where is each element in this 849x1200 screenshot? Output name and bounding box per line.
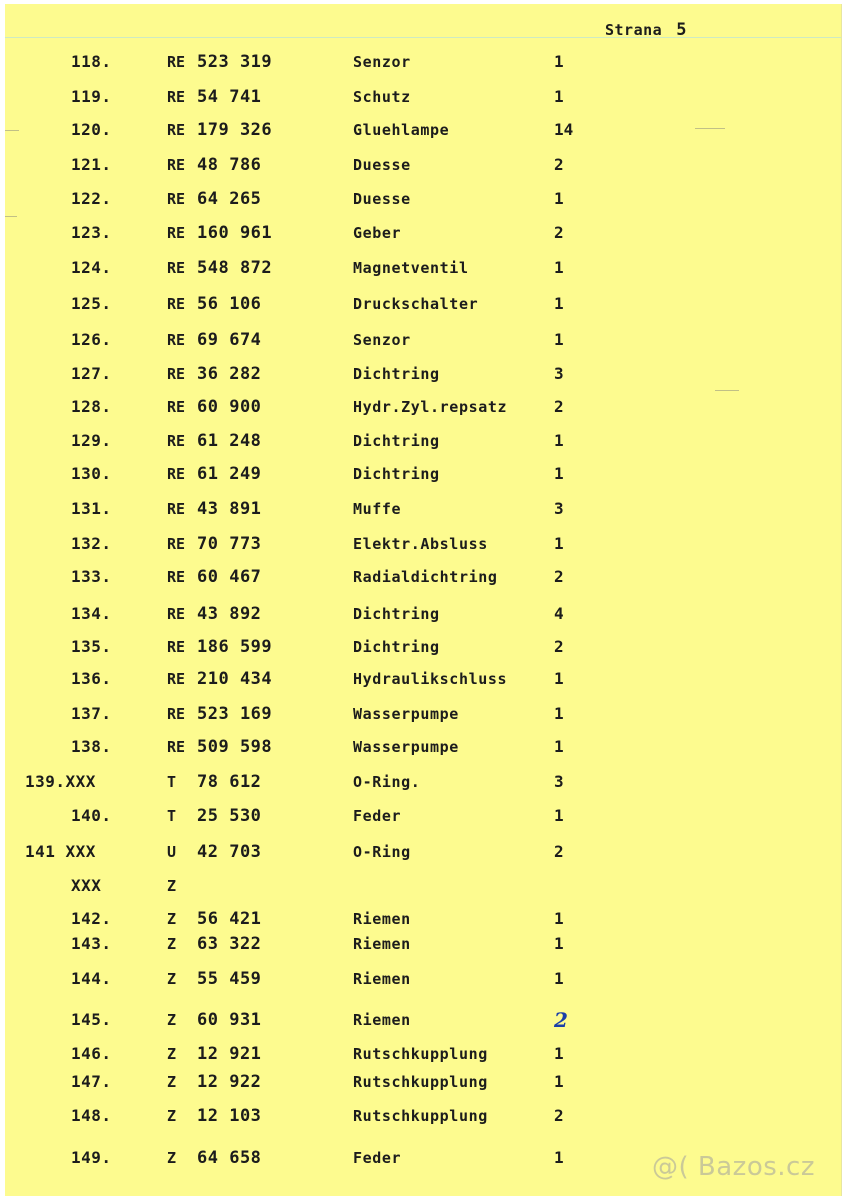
part-description: Rutschkupplung — [353, 1073, 488, 1091]
position-number: 120. — [71, 120, 112, 139]
part-number: 69 674 — [197, 330, 262, 350]
part-number: 56 106 — [197, 294, 262, 314]
table-row — [5, 257, 605, 279]
part-description: Hydraulikschluss — [353, 670, 508, 688]
part-quantity: 14 — [554, 120, 574, 139]
part-description: Wasserpumpe — [353, 705, 459, 723]
part-description: Riemen — [353, 1011, 411, 1029]
part-quantity: 2 — [554, 223, 564, 242]
part-number: 548 872 — [197, 258, 273, 278]
position-number: 135. — [71, 637, 112, 656]
position-number: 142. — [71, 909, 112, 928]
part-description: Duesse — [353, 156, 411, 174]
position-number: 126. — [71, 330, 112, 349]
part-prefix: RE — [167, 88, 186, 106]
part-description: Dichtring — [353, 605, 440, 623]
part-description: Riemen — [353, 935, 411, 953]
part-description: Magnetventil — [353, 259, 469, 277]
scan-speck — [5, 216, 17, 217]
part-quantity: 1 — [554, 806, 564, 825]
part-number: 210 434 — [197, 669, 273, 689]
part-prefix: RE — [167, 568, 186, 586]
part-quantity: 1 — [554, 258, 564, 277]
part-description: Schutz — [353, 88, 411, 106]
part-description: Dichtring — [353, 638, 440, 656]
position-number: 148. — [71, 1106, 112, 1125]
part-number: 12 921 — [197, 1044, 262, 1064]
part-prefix: Z — [167, 1149, 177, 1167]
part-prefix: RE — [167, 224, 186, 242]
table-row — [5, 603, 605, 625]
table-row — [5, 498, 605, 520]
table-row — [5, 771, 605, 793]
part-description: Hydr.Zyl.repsatz — [353, 398, 508, 416]
part-description: Rutschkupplung — [353, 1045, 488, 1063]
table-row — [5, 86, 605, 108]
part-prefix: RE — [167, 738, 186, 756]
position-number: 118. — [71, 52, 112, 71]
position-number: 136. — [71, 669, 112, 688]
table-row — [5, 636, 605, 658]
part-prefix: RE — [167, 500, 186, 518]
part-description: Riemen — [353, 970, 411, 988]
part-description: Dichtring — [353, 432, 440, 450]
part-description: Rutschkupplung — [353, 1107, 488, 1125]
part-number: 64 265 — [197, 189, 262, 209]
part-number: 64 658 — [197, 1148, 262, 1168]
part-quantity: 2 — [554, 842, 564, 861]
table-row — [5, 805, 605, 827]
table-row — [5, 736, 605, 758]
table-row — [5, 154, 605, 176]
table-row — [5, 1147, 605, 1169]
part-number: 70 773 — [197, 534, 262, 554]
part-prefix: Z — [167, 935, 177, 953]
part-quantity: 1 — [554, 52, 564, 71]
position-number: XXX — [71, 876, 102, 895]
position-number: 132. — [71, 534, 112, 553]
part-description: Radialdichtring — [353, 568, 498, 586]
part-number: 55 459 — [197, 969, 262, 989]
part-description: Muffe — [353, 500, 402, 518]
position-number: 133. — [71, 567, 112, 586]
part-quantity: 1 — [554, 1148, 564, 1167]
part-quantity: 1 — [554, 737, 564, 756]
table-row — [5, 463, 605, 485]
part-number: 60 931 — [197, 1010, 262, 1030]
part-quantity: 1 — [554, 934, 564, 953]
part-quantity: 4 — [554, 604, 564, 623]
table-row — [5, 566, 605, 588]
part-number: 179 326 — [197, 120, 273, 140]
part-number: 42 703 — [197, 842, 262, 862]
position-number: 134. — [71, 604, 112, 623]
position-number: 140. — [71, 806, 112, 825]
part-number: 78 612 — [197, 772, 262, 792]
part-quantity: 1 — [554, 464, 564, 483]
part-number: 186 599 — [197, 637, 273, 657]
part-quantity: 1 — [554, 431, 564, 450]
part-prefix: Z — [167, 970, 177, 988]
part-prefix: RE — [167, 638, 186, 656]
position-number: 139.XXX — [25, 772, 96, 791]
part-prefix: Z — [167, 1107, 177, 1125]
part-description: O-Ring — [353, 843, 411, 861]
position-number: 149. — [71, 1148, 112, 1167]
part-number: 12 922 — [197, 1072, 262, 1092]
part-number: 160 961 — [197, 223, 273, 243]
part-description: Feder — [353, 1149, 402, 1167]
part-number: 48 786 — [197, 155, 262, 175]
part-number: 523 169 — [197, 704, 273, 724]
part-quantity: 3 — [554, 364, 564, 383]
part-quantity: 1 — [554, 1044, 564, 1063]
part-quantity: 1 — [554, 909, 564, 928]
part-prefix: RE — [167, 190, 186, 208]
part-prefix: RE — [167, 432, 186, 450]
table-row — [5, 668, 605, 690]
table-row — [5, 188, 605, 210]
part-description: Elektr.Absluss — [353, 535, 488, 553]
part-number: 60 900 — [197, 397, 262, 417]
table-row — [5, 222, 605, 244]
position-number: 125. — [71, 294, 112, 313]
watermark: @( Bazos.cz — [652, 1152, 815, 1182]
part-number: 43 891 — [197, 499, 262, 519]
table-row — [5, 908, 605, 930]
table-row — [5, 396, 605, 418]
position-number: 129. — [71, 431, 112, 450]
part-quantity: 1 — [554, 669, 564, 688]
part-quantity: 2 — [554, 397, 564, 416]
table-row — [5, 533, 605, 555]
position-number: 127. — [71, 364, 112, 383]
position-number: 119. — [71, 87, 112, 106]
table-row — [5, 430, 605, 452]
position-number: 143. — [71, 934, 112, 953]
part-prefix: Z — [167, 1045, 177, 1063]
part-description: Wasserpumpe — [353, 738, 459, 756]
table-row — [5, 703, 605, 725]
part-quantity: 1 — [554, 189, 564, 208]
part-number: 54 741 — [197, 87, 262, 107]
part-quantity: 1 — [554, 704, 564, 723]
position-number: 131. — [71, 499, 112, 518]
part-quantity: 2 — [554, 1106, 564, 1125]
position-number: 124. — [71, 258, 112, 277]
part-description: Geber — [353, 224, 402, 242]
part-description: Gluehlampe — [353, 121, 450, 139]
table-row — [5, 841, 605, 863]
part-prefix: RE — [167, 331, 186, 349]
part-prefix: RE — [167, 259, 186, 277]
part-prefix: RE — [167, 53, 186, 71]
paper-sheet — [5, 4, 842, 1196]
part-number: 25 530 — [197, 806, 262, 826]
part-number: 61 248 — [197, 431, 262, 451]
part-quantity: 1 — [554, 1072, 564, 1091]
part-description: Feder — [353, 807, 402, 825]
position-number: 130. — [71, 464, 112, 483]
part-description: Duesse — [353, 190, 411, 208]
position-number: 144. — [71, 969, 112, 988]
part-quantity: 2 — [554, 1008, 568, 1032]
part-prefix: RE — [167, 605, 186, 623]
page-number: 5 — [676, 20, 687, 40]
part-prefix: RE — [167, 295, 186, 313]
part-prefix: U — [167, 843, 177, 861]
part-prefix: RE — [167, 705, 186, 723]
part-prefix: RE — [167, 670, 186, 688]
part-quantity: 3 — [554, 499, 564, 518]
part-number: 36 282 — [197, 364, 262, 384]
table-row — [5, 968, 605, 990]
part-prefix: T — [167, 773, 177, 791]
table-row — [5, 1071, 605, 1093]
part-description: O-Ring. — [353, 773, 421, 791]
part-quantity: 1 — [554, 330, 564, 349]
scan-speck — [715, 390, 739, 391]
part-number: 523 319 — [197, 52, 273, 72]
table-row — [5, 1043, 605, 1065]
position-number: 122. — [71, 189, 112, 208]
page-word: Strana — [605, 21, 663, 39]
part-description: Dichtring — [353, 465, 440, 483]
table-row — [5, 293, 605, 315]
part-description: Dichtring — [353, 365, 440, 383]
position-number: 146. — [71, 1044, 112, 1063]
position-number: 128. — [71, 397, 112, 416]
part-description: Senzor — [353, 331, 411, 349]
part-quantity: 1 — [554, 294, 564, 313]
part-quantity: 3 — [554, 772, 564, 791]
part-quantity: 1 — [554, 87, 564, 106]
part-prefix: Z — [167, 910, 177, 928]
position-number: 138. — [71, 737, 112, 756]
table-row — [5, 875, 605, 897]
header-rule — [5, 37, 841, 38]
position-number: 145. — [71, 1010, 112, 1029]
part-number: 60 467 — [197, 567, 262, 587]
part-description: Druckschalter — [353, 295, 479, 313]
part-quantity: 1 — [554, 969, 564, 988]
part-prefix: Z — [167, 1073, 177, 1091]
table-row — [5, 363, 605, 385]
position-number: 147. — [71, 1072, 112, 1091]
table-row — [5, 51, 605, 73]
part-description: Riemen — [353, 910, 411, 928]
table-row — [5, 933, 605, 955]
position-number: 121. — [71, 155, 112, 174]
part-prefix: RE — [167, 465, 186, 483]
part-number: 56 421 — [197, 909, 262, 929]
table-row — [5, 119, 605, 141]
part-description: Senzor — [353, 53, 411, 71]
part-number: 12 103 — [197, 1106, 262, 1126]
part-number: 509 598 — [197, 737, 273, 757]
part-quantity: 2 — [554, 155, 564, 174]
part-prefix: RE — [167, 156, 186, 174]
table-row — [5, 1105, 605, 1127]
part-number: 61 249 — [197, 464, 262, 484]
scan-speck — [695, 128, 725, 129]
part-prefix: RE — [167, 398, 186, 416]
part-prefix: T — [167, 807, 177, 825]
part-quantity: 2 — [554, 637, 564, 656]
position-number: 137. — [71, 704, 112, 723]
part-number: 43 892 — [197, 604, 262, 624]
scan-speck — [5, 130, 19, 131]
position-number: 123. — [71, 223, 112, 242]
position-number: 141 XXX — [25, 842, 96, 861]
part-quantity: 2 — [554, 567, 564, 586]
table-row — [5, 329, 605, 351]
table-row — [5, 1009, 605, 1031]
part-prefix: Z — [167, 1011, 177, 1029]
part-prefix: Z — [167, 877, 177, 895]
part-prefix: RE — [167, 535, 186, 553]
part-quantity: 1 — [554, 534, 564, 553]
part-prefix: RE — [167, 365, 186, 383]
part-prefix: RE — [167, 121, 186, 139]
page-label — [605, 20, 687, 40]
part-number: 63 322 — [197, 934, 262, 954]
